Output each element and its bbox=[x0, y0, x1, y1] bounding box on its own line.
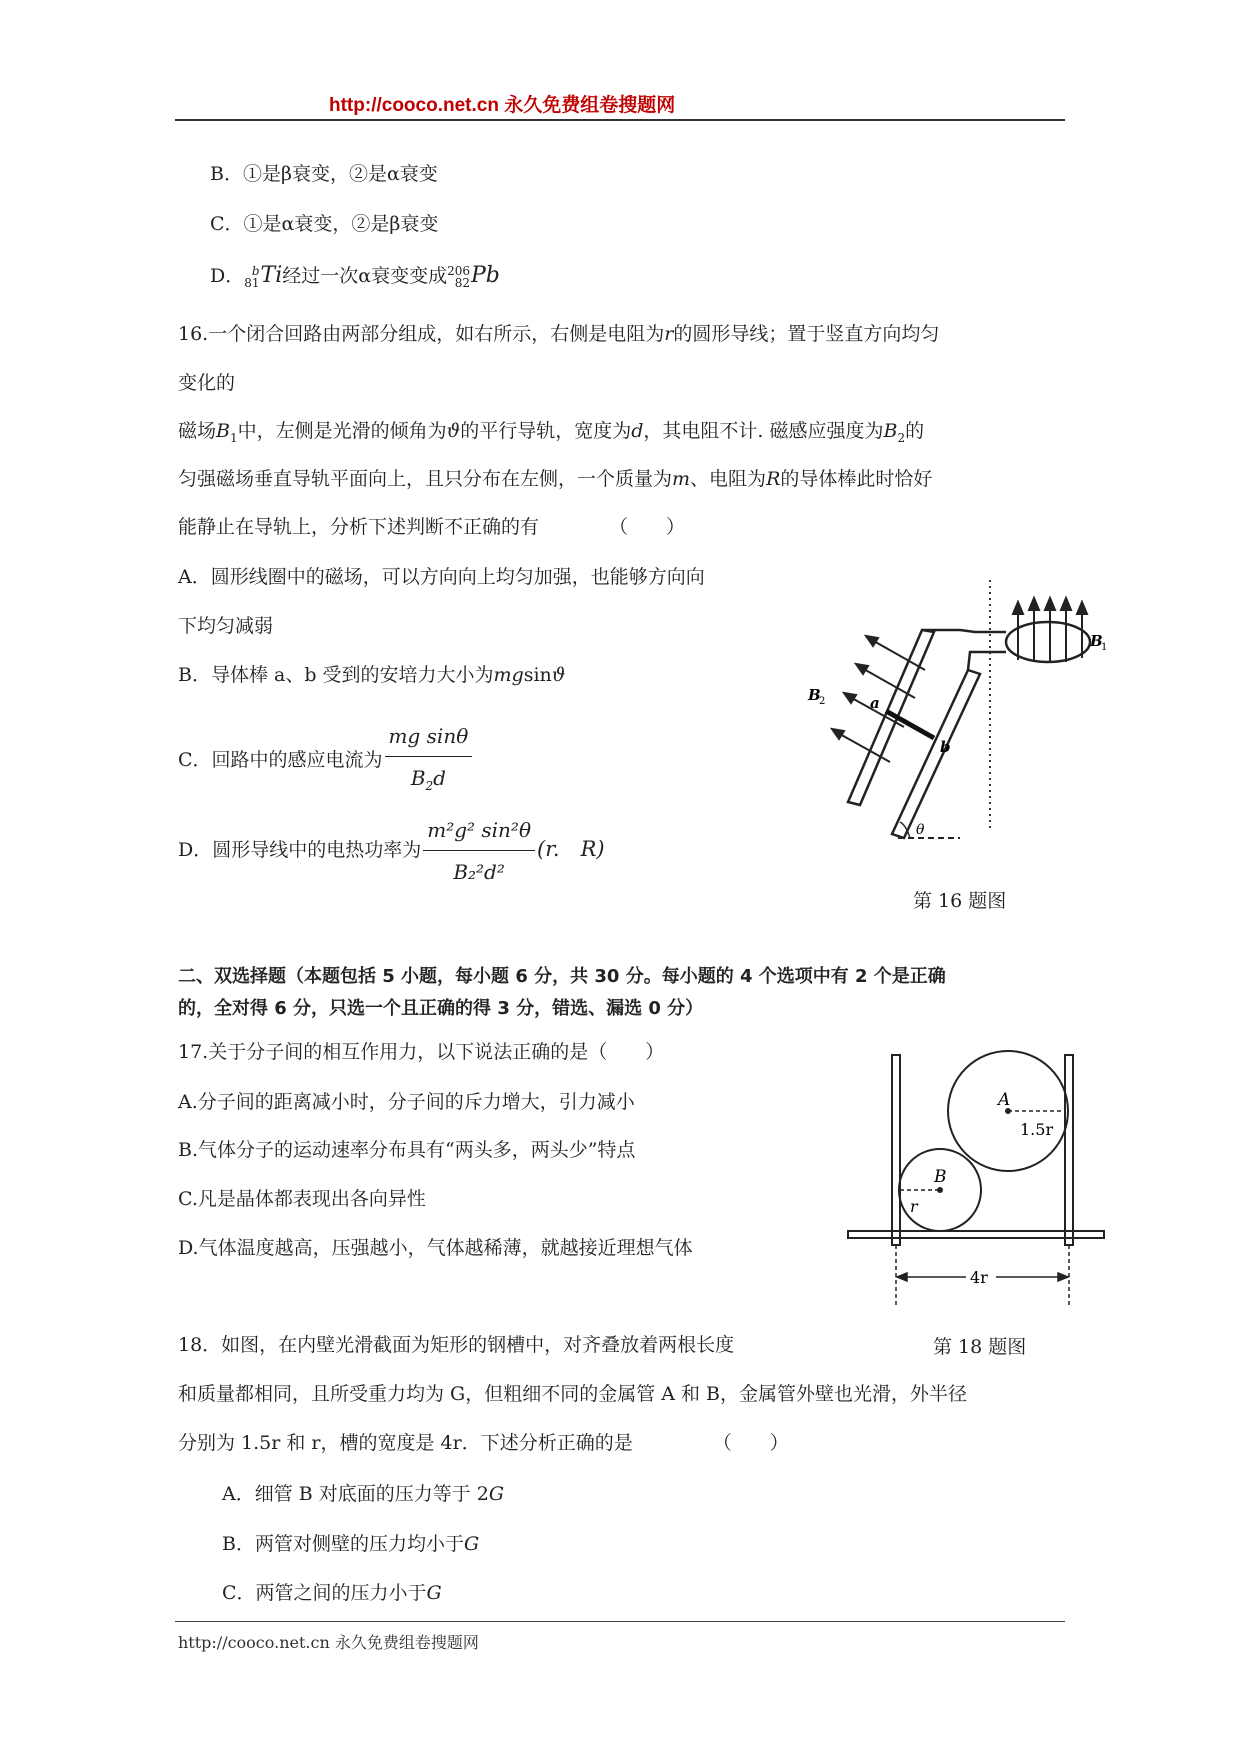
q18-stem-text: 分别为 1.5r 和 r，槽的宽度是 4r．下述分析正确的是 bbox=[178, 1432, 633, 1454]
q16-stem-line2: 变化的 bbox=[178, 372, 236, 394]
q16-stem-text: 能静止在导轨上，分析下述判断不正确的有 bbox=[178, 516, 540, 538]
q18-label-r: r bbox=[910, 1197, 918, 1216]
q16-option-b-mg: mg bbox=[493, 664, 524, 686]
q16-option-b-text: B．导体棒 a、b 受到的安培力大小为 bbox=[178, 664, 494, 686]
page-footer: http://cooco.net.cn 永久免费组卷搜题网 bbox=[178, 1633, 479, 1652]
q16-stem-text: 的 bbox=[905, 420, 925, 442]
q16-stem-text: 的圆形导线；置于竖直方向均匀 bbox=[673, 323, 940, 345]
q18-stem-line2: 和质量都相同，且所受重力均为 G，但粗细不同的金属管 A 和 B，金属管外壁也光滑，外半径 bbox=[178, 1383, 968, 1405]
q16-b1-field-arrows bbox=[1013, 598, 1087, 662]
q15-nuclide2-symbol: Pb bbox=[470, 263, 500, 288]
q16-stem-text: 的导体棒此时恰好 bbox=[780, 468, 933, 490]
q16-var-m: m bbox=[672, 468, 691, 490]
q17-option-b: B.气体分子的运动速率分布具有“两头多，两头少”特点 bbox=[178, 1139, 636, 1161]
q15-option-d-middle: 经过一次α衰变变成 bbox=[282, 265, 448, 287]
q18-option-b-text: B．两管对侧壁的压力均小于 bbox=[222, 1533, 464, 1555]
header-divider bbox=[175, 119, 1065, 121]
q16-stem-line1 bbox=[178, 321, 939, 347]
q18-answer-blank: （ ） bbox=[712, 1432, 789, 1454]
q16-label-b2: B bbox=[808, 686, 821, 704]
q16-option-d bbox=[178, 812, 605, 890]
q16-figure-caption: 第 16 题图 bbox=[913, 890, 1007, 912]
q16-var-theta: ϑ bbox=[446, 420, 461, 442]
q18-option-b bbox=[222, 1531, 479, 1557]
q15-option-c: C．①是α衰变，②是β衰变 bbox=[210, 213, 439, 235]
q18-stem-line1: 18．如图，在内壁光滑截面为矩形的钢槽中，对齐叠放着两根长度 bbox=[178, 1334, 735, 1356]
q18-option-c-g: G bbox=[426, 1582, 442, 1604]
q18-right-wall bbox=[1065, 1055, 1073, 1245]
q16-option-c-text: C．回路中的感应电流为 bbox=[178, 749, 383, 771]
q16-option-c bbox=[178, 718, 474, 804]
q18-option-c bbox=[222, 1580, 442, 1606]
q16-var-b1: B bbox=[216, 420, 230, 442]
q16-wire-bottom bbox=[968, 652, 1006, 670]
q18-label-4r: 4r bbox=[970, 1268, 988, 1287]
q16-option-d-text: D．圆形导线中的电热功率为 bbox=[178, 839, 422, 861]
q16-stem-text: 、电阻为 bbox=[690, 468, 767, 490]
q17-option-d: D.气体温度越高，压强越小，气体越稀薄，就越接近理想气体 bbox=[178, 1237, 693, 1259]
q16-power-factor: (r. R) bbox=[537, 837, 605, 861]
q15-option-d-prefix: D． bbox=[210, 265, 245, 287]
q16-option-a-line1: A．圆形线圈中的磁场，可以方向向上均匀加强，也能够方向向 bbox=[178, 566, 705, 588]
q16-stem-line4 bbox=[178, 466, 932, 492]
q16-current-numerator: mg sinθ bbox=[385, 718, 473, 757]
q16-stem-text: 磁场 bbox=[178, 420, 217, 442]
q15-nuclide1-charge: 81 bbox=[244, 276, 260, 290]
q18-option-b-g: G bbox=[463, 1533, 480, 1555]
q18-option-a bbox=[222, 1481, 504, 1507]
q18-label-a: A bbox=[998, 1090, 1011, 1110]
q15-option-b: B．①是β衰变，②是α衰变 bbox=[210, 163, 438, 185]
q16-option-b-sin: sin bbox=[523, 664, 552, 686]
q16-option-a-line2: 下均匀减弱 bbox=[178, 615, 274, 637]
q16-stem-text: 匀强磁场垂直导轨平面向上，且只分布在左侧，一个质量为 bbox=[178, 468, 673, 490]
q16-var-r: r bbox=[664, 323, 674, 345]
q18-label-b: B bbox=[934, 1167, 947, 1187]
q16-stem-line5 bbox=[178, 514, 685, 540]
q16-left-rail bbox=[848, 630, 934, 805]
q16-label-b: b bbox=[940, 738, 951, 756]
q16-right-rail bbox=[892, 670, 980, 838]
q16-label-b2-sub: 2 bbox=[819, 696, 826, 707]
section2-heading-line2: 的，全对得 6 分，只选一个且正确的得 3 分，错选、漏选 0 分） bbox=[178, 998, 704, 1019]
q16-answer-blank: （ ） bbox=[609, 516, 686, 538]
q16-power-numerator: m²g² sin²θ bbox=[423, 812, 535, 851]
q16-var-d: d bbox=[631, 420, 644, 442]
q17-stem: 17.关于分子间的相互作用力，以下说法正确的是（ ） bbox=[178, 1041, 665, 1063]
q16-var-b2-sub: 2 bbox=[897, 430, 906, 445]
q16-var-r-upper: R bbox=[766, 468, 781, 490]
q16-var-b2: B bbox=[883, 420, 898, 442]
q16-label-theta: θ bbox=[916, 822, 925, 838]
q15-nuclide1-symbol: Ti bbox=[260, 263, 283, 288]
q18-label-15r: 1.5r bbox=[1020, 1120, 1054, 1139]
q16-current-fraction bbox=[385, 718, 473, 804]
q15-nuclide1-mass: b bbox=[251, 264, 260, 278]
section2-heading-line1: 二、双选择题（本题包括 5 小题，每小题 6 分，共 30 分。每小题的 4 个选项中有 2 个是正确 bbox=[178, 966, 946, 987]
q16-current-den-d: d bbox=[433, 766, 446, 790]
q16-var-b1-sub: 1 bbox=[229, 430, 238, 445]
q16-label-b1: B bbox=[1090, 632, 1103, 650]
q16-label-a: a bbox=[870, 694, 880, 712]
q17-option-c: C.凡是晶体都表现出各向异性 bbox=[178, 1188, 426, 1210]
q16-option-b-theta: ϑ bbox=[551, 664, 566, 686]
q15-nuclide2-mass: 206 bbox=[447, 264, 470, 278]
q16-power-denominator: B₂²d² bbox=[453, 860, 505, 884]
q16-current-den-sub: 2 bbox=[425, 779, 434, 793]
q16-figure bbox=[800, 570, 1108, 850]
q16-option-b bbox=[178, 662, 565, 688]
q15-nuclide2-charge: 82 bbox=[454, 276, 470, 290]
q16-power-fraction bbox=[423, 812, 535, 890]
q16-stem-text: ，其电阻不计. 磁感应强度为 bbox=[643, 420, 884, 442]
q16-stem-line3 bbox=[178, 418, 924, 451]
q15-option-d bbox=[210, 263, 500, 289]
q16-current-den-b: B bbox=[410, 766, 426, 790]
q16-stem-text: 中，左侧是光滑的倾角为 bbox=[237, 420, 447, 442]
q18-left-wall bbox=[892, 1055, 900, 1245]
page-header: http://cooco.net.cn 永久免费组卷搜题网 bbox=[329, 95, 676, 116]
q16-stem-text: 的平行导轨，宽度为 bbox=[460, 420, 632, 442]
q18-figure bbox=[840, 1045, 1110, 1315]
q18-option-a-g: G bbox=[488, 1483, 505, 1505]
q18-option-a-text: A．细管 B 对底面的压力等于 2 bbox=[222, 1483, 489, 1505]
q16-stem-text: 16.一个闭合回路由两部分组成，如右所示，右侧是电阻为 bbox=[178, 323, 665, 345]
q18-option-c-text: C．两管之间的压力小于 bbox=[222, 1582, 427, 1604]
footer-divider bbox=[175, 1621, 1065, 1622]
q16-label-b1-sub: 1 bbox=[1101, 642, 1108, 653]
q17-option-a: A.分子间的距离减小时，分子间的斥力增大，引力减小 bbox=[178, 1091, 635, 1113]
q18-figure-caption: 第 18 题图 bbox=[933, 1336, 1027, 1358]
q18-stem-line3 bbox=[178, 1430, 789, 1456]
